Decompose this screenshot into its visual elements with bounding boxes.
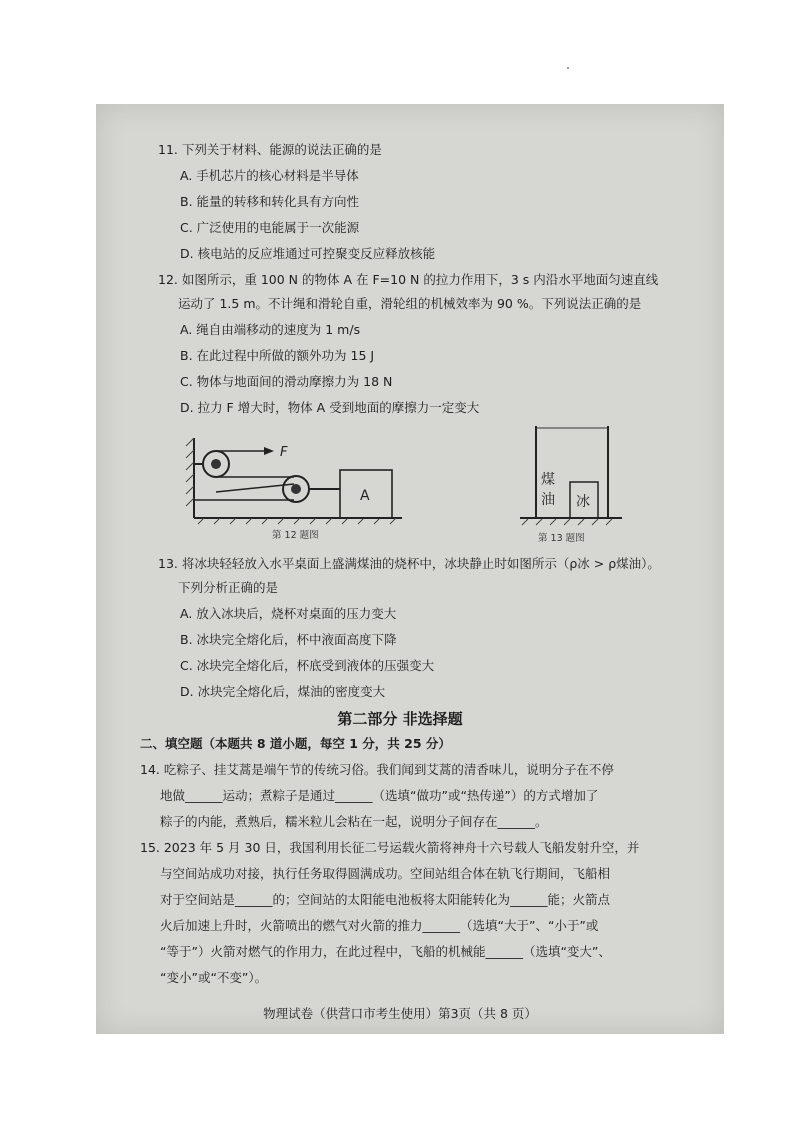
q11-option-d: D. 核电站的反应堆通过可控聚变反应释放核能 (180, 246, 436, 261)
fig13-caption: 第 13 题图 (538, 533, 585, 544)
fig13-liquid-label-1: 煤 (541, 472, 555, 488)
q11-option-a: A. 手机芯片的核心材料是半导体 (180, 168, 359, 183)
fig12-pulley-diagram (184, 432, 406, 526)
q14-line2: 地做______运动；煮粽子是通过______（选填“做功”或“热传递”）的方式增加了 (160, 788, 599, 803)
q11-stem: 11. 下列关于材料、能源的说法正确的是 (158, 142, 382, 157)
q14-line3: 粽子的内能，煮熟后，糯米粒儿会粘在一起，说明分子间存在______。 (160, 814, 548, 829)
section2-title: 二、填空题（本题共 8 道小题，每空 1 分，共 25 分） (140, 736, 451, 751)
fig13-ice-label: 冰 (576, 494, 590, 510)
q14-line1: 14. 吃粽子、挂艾蒿是端午节的传统习俗。我们闻到艾蒿的清香味儿，说明分子在不停 (140, 762, 614, 777)
q12-stem-line1: 12. 如图所示，重 100 N 的物体 A 在 F=10 N 的拉力作用下，3 s 内沿水平地面匀速直线 (158, 272, 659, 287)
q11-option-b: B. 能量的转移和转化具有方向性 (180, 194, 360, 209)
q12-option-d: D. 拉力 F 增大时，物体 A 受到地面的摩擦力一定变大 (180, 400, 480, 415)
q15-line2: 与空间站成功对接，执行任务取得圆满成功。空间站组合体在轨飞行期间，飞船相 (160, 866, 611, 881)
part2-title: 第二部分 非选择题 (337, 710, 463, 728)
fig12-block-label: A (360, 488, 370, 504)
q13-option-a: A. 放入冰块后，烧杯对桌面的压力变大 (180, 606, 397, 621)
q13-option-c: C. 冰块完全熔化后，杯底受到液体的压强变大 (180, 658, 435, 673)
q11-option-c: C. 广泛使用的电能属于一次能源 (180, 220, 360, 235)
q13-option-d: D. 冰块完全熔化后，煤油的密度变大 (180, 684, 386, 699)
q13-stem-line1: 13. 将冰块轻轻放入水平桌面上盛满煤油的烧杯中，冰块静止时如图所示（ρ冰 > ρ煤油）。 (158, 556, 660, 571)
q13-option-b: B. 冰块完全熔化后，杯中液面高度下降 (180, 632, 397, 647)
fig12-force-label: F (280, 445, 288, 460)
q15-line1: 15. 2023 年 5 月 30 日，我国利用长征二号运载火箭将神舟十六号载人飞船发射升空，并 (140, 840, 640, 855)
q12-stem-line2: 运动了 1.5 m。不计绳和滑轮自重，滑轮组的机械效率为 90 %。下列说法正确的是 (178, 296, 642, 311)
fig13-beaker-diagram (516, 424, 626, 528)
q15-line3: 对于空间站是______的；空间站的太阳能电池板将太阳能转化为______能；火箭点 (160, 892, 611, 907)
q15-line6: “变小”或“不变”）。 (160, 970, 268, 985)
q12-option-c: C. 物体与地面间的滑动摩擦力为 18 N (180, 374, 393, 389)
fig13-liquid-label-2: 油 (541, 492, 555, 508)
page-footer: 物理试卷（供营口市考生使用）第3页（共 8 页） (263, 1006, 537, 1021)
q12-option-b: B. 在此过程中所做的额外功为 15 J (180, 348, 375, 363)
q15-line5: “等于”）火箭对燃气的作用力，在此过程中，飞船的机械能______（选填“变大”、 (160, 944, 611, 959)
fig12-caption: 第 12 题图 (272, 530, 319, 541)
q12-option-a: A. 绳自由端移动的速度为 1 m/s (180, 322, 361, 337)
q15-line4: 火后加速上升时，火箭喷出的燃气对火箭的推力______（选填“大于”、“小于”或 (160, 918, 599, 933)
q13-stem-line2: 下列分析正确的是 (178, 580, 279, 595)
scan-speck (567, 67, 569, 69)
